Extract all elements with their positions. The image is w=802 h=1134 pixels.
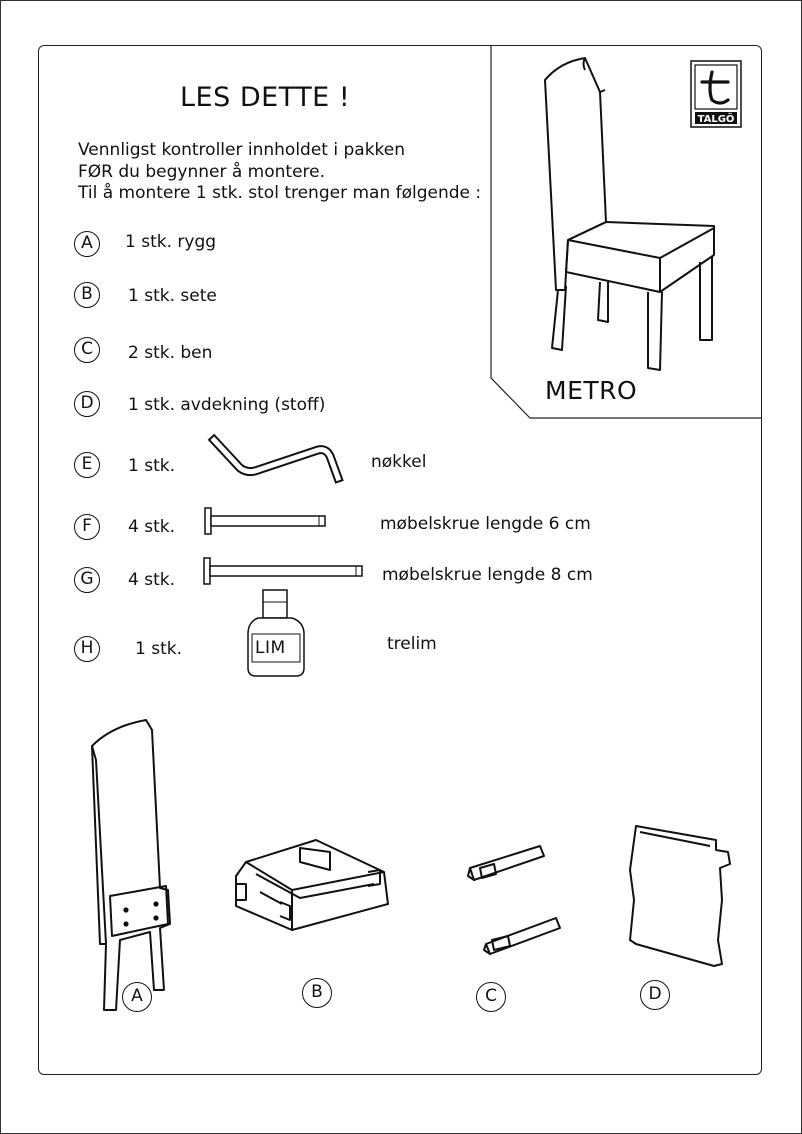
part-letter-d: D — [74, 391, 100, 417]
part-qty-g: 4 stk. — [128, 570, 175, 590]
part-qty-d: 1 stk. avdekning (stoff) — [128, 395, 326, 415]
intro-line-2: FØR du begynner å montere. — [78, 162, 326, 182]
part-letter-e: E — [74, 452, 100, 478]
part-desc-f: møbelskrue lengde 6 cm — [380, 514, 591, 534]
part-qty-h: 1 stk. — [135, 639, 182, 659]
component-label-d: D — [640, 980, 670, 1010]
glue-bottle-label: LIM — [255, 638, 286, 658]
intro-line-3: Til å montere 1 stk. stol trenger man følgende : — [78, 183, 482, 203]
component-label-a: A — [122, 982, 152, 1012]
part-letter-c: C — [74, 337, 100, 363]
part-qty-b: 1 stk. sete — [128, 286, 217, 306]
intro-line-1: Vennligst kontroller innholdet i pakken — [78, 140, 406, 160]
talgo-logo-text: TALGÖ — [697, 114, 735, 125]
part-letter-f: F — [74, 514, 100, 540]
part-desc-h: trelim — [387, 634, 437, 654]
component-label-b: B — [302, 978, 332, 1008]
part-desc-e: nøkkel — [371, 452, 427, 472]
part-letter-g: G — [74, 567, 100, 593]
model-name: METRO — [545, 376, 638, 405]
part-desc-g: møbelskrue lengde 8 cm — [382, 565, 593, 585]
part-letter-h: H — [74, 636, 100, 662]
part-qty-f: 4 stk. — [128, 517, 175, 537]
part-letter-a: A — [74, 231, 100, 257]
part-letter-b: B — [74, 282, 100, 308]
part-qty-c: 2 stk. ben — [128, 343, 213, 363]
component-label-c: C — [476, 982, 506, 1012]
part-qty-a: 1 stk. rygg — [125, 232, 217, 252]
part-qty-e: 1 stk. — [128, 456, 175, 476]
page-title: LES DETTE ! — [180, 82, 351, 113]
